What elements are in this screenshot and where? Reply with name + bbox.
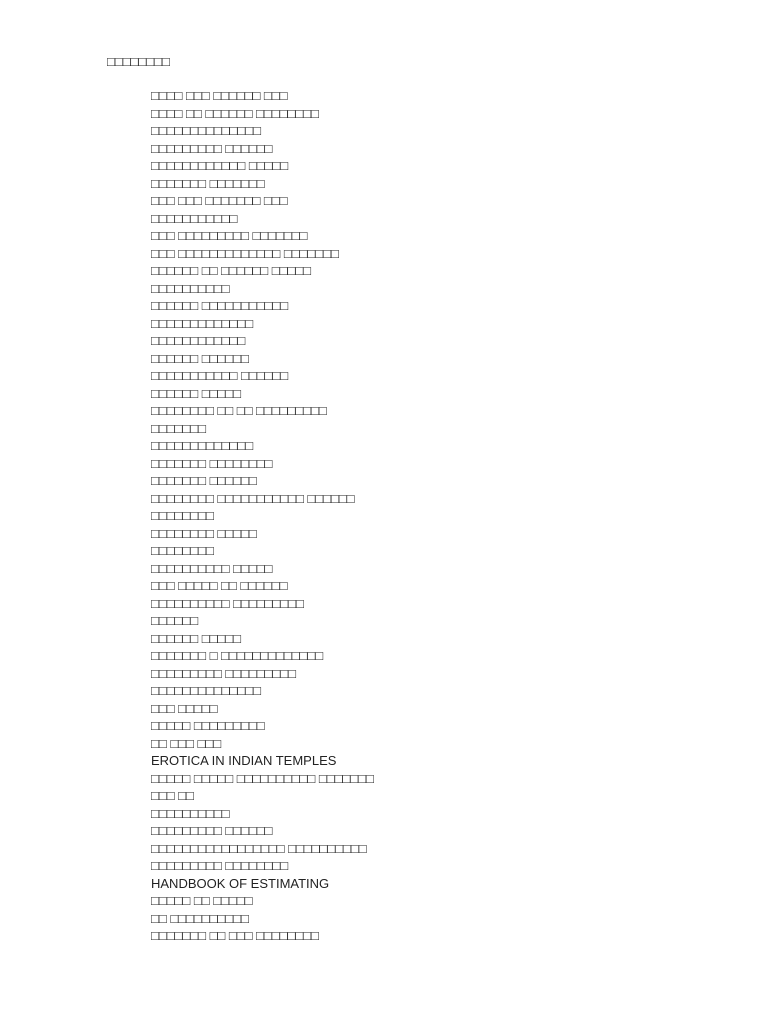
list-item-title: □□□□□□ □□□□□□□□□□□: [151, 298, 289, 313]
document-heading: □□□□□□□□: [107, 54, 170, 69]
list-item-title: □□□□□□ □□ □□□□□□ □□□□□: [151, 263, 312, 278]
list-item-title: □□□□□□□ □ □□□□□□□□□□□□□: [151, 648, 324, 663]
list-item-title: HANDBOOK OF ESTIMATING: [151, 875, 330, 891]
list-item-title: □□□□ □□□ □□□□□□ □□□: [151, 88, 288, 103]
list-item-title: EROTICA IN INDIAN TEMPLES: [151, 753, 337, 768]
list-item-title: □□□□□□ □□□□□: [151, 630, 241, 646]
list-item-title: □□□□□□□□□□ □□□□□: [151, 560, 273, 576]
list-item-title: □□□□□□□: [151, 420, 206, 436]
list-item-title: □□□□□□□□: [151, 508, 214, 523]
list-item-title: □□□□□□□□□□□ □□□□□□: [151, 368, 289, 383]
list-item-title: □□□□□□□□□□□□□□: [151, 123, 261, 138]
list-item-title: □□□□□□□□: [151, 543, 214, 558]
list-item-title: □□□□□□□□□□ □□□□□□□□□: [151, 595, 304, 611]
list-item-title: □□□□□□□□□□□□□□□□□ □□□□□□□□□□: [151, 840, 367, 856]
list-item-title: □□□□□ □□□□□ □□□□□□□□□□ □□□□□□□: [151, 770, 374, 786]
list-item-title: □□□ □□□□□ □□ □□□□□□: [151, 578, 288, 593]
list-item-title: □□□□□□□□ □□□□□□□□□□□ □□□□□□: [151, 490, 355, 506]
list-item-title: □□□□□□□□□ □□□□□□□□: [151, 858, 289, 873]
list-item-title: □□□□□□□ □□□□□□: [151, 473, 257, 488]
list-item-title: □□□□□□: [151, 613, 199, 628]
list-item-title: □□□□□□□□□□□□□: [151, 315, 254, 331]
list-item-title: □□□ □□□□□: [151, 700, 218, 716]
list-item-title: □□□□□□□□□ □□□□□□: [151, 140, 273, 156]
list-item-title: □□□□□ □□ □□□□□: [151, 893, 253, 908]
list-item-title: □□□□□ □□□□□□□□□: [151, 718, 265, 733]
list-item-title: □□□□□□□□ □□□□□: [151, 525, 257, 541]
list-item-title: □□□ □□□□□□□□□ □□□□□□□: [151, 228, 308, 243]
list-item-title: □□□□□□□ □□ □□□ □□□□□□□□: [151, 928, 319, 943]
list-item-title: □□□□□□□□□□: [151, 805, 230, 821]
list-item-title: □□□□□□□□□□□□□: [151, 438, 254, 453]
list-item-title: □□□□□□□ □□□□□□□: [151, 175, 265, 191]
list-item-title: □□□□□□□ □□□□□□□□: [151, 455, 273, 471]
list-item-title: □□□□□□ □□□□□□: [151, 350, 249, 366]
list-item-title: □□□ □□: [151, 788, 194, 803]
list-item-title: □□ □□□ □□□: [151, 735, 222, 751]
list-item-title: □□□□□□□□□ □□□□□□□□□: [151, 665, 296, 681]
list-item-title: □□□□□□□□ □□ □□ □□□□□□□□□: [151, 403, 327, 418]
list-item-title: □□□ □□□ □□□□□□□ □□□: [151, 193, 288, 208]
list-item-title: □□□□□□□□□□□: [151, 210, 238, 226]
list-item-title: □□□□□□□□□□□□ □□□□□: [151, 158, 289, 173]
list-item-title: □□□□□□□□□□□□: [151, 333, 246, 348]
list-item-title: □□□□□□□□□ □□□□□□: [151, 823, 273, 838]
list-item-title: □□□□□□ □□□□□: [151, 385, 241, 401]
list-item-title: □□ □□□□□□□□□□: [151, 910, 249, 926]
list-item-title: □□□ □□□□□□□□□□□□□ □□□□□□□: [151, 245, 339, 261]
list-item-title: □□□□ □□ □□□□□□ □□□□□□□□: [151, 105, 319, 121]
list-item-title: □□□□□□□□□□: [151, 280, 230, 296]
list-item-title: □□□□□□□□□□□□□□: [151, 683, 261, 698]
